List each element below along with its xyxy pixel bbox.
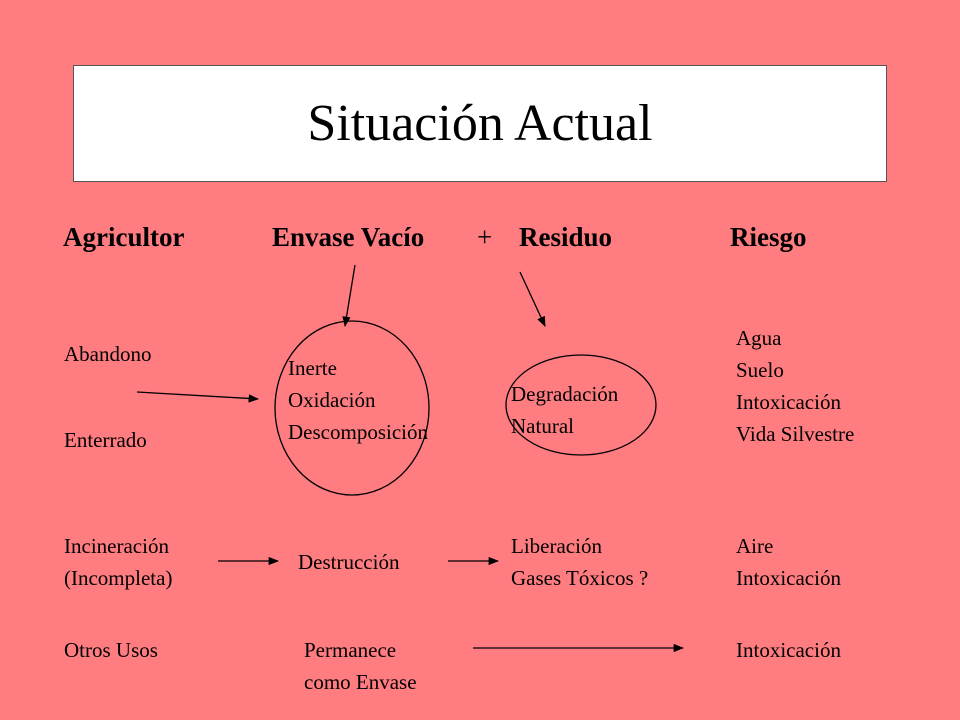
riesgo-item: Agua: [736, 326, 782, 350]
riesgo-item: Aire: [736, 534, 774, 558]
riesgo-item: Suelo: [736, 358, 784, 382]
label-destruccion: Destrucción: [298, 550, 400, 574]
riesgo-item: Intoxicación: [736, 390, 841, 414]
header-envase-vacio: Envase Vacío: [272, 222, 425, 252]
header-riesgo: Riesgo: [730, 222, 807, 252]
riesgo-otros: Intoxicación: [736, 638, 841, 662]
permanece-line: como Envase: [304, 670, 417, 694]
envase-fate-item: Descomposición: [288, 420, 428, 444]
slide-title: Situación Actual: [307, 95, 653, 152]
label-otros-usos: Otros Usos: [64, 638, 158, 662]
header-plus: +: [477, 222, 493, 252]
arrow-residuo-down: [520, 272, 545, 326]
label-abandono: Abandono: [64, 342, 152, 366]
residuo-fate-item: Natural: [511, 414, 574, 438]
envase-fate-item: Inerte: [288, 356, 337, 380]
liberacion-line: Liberación: [511, 534, 602, 558]
label-enterrado: Enterrado: [64, 428, 147, 452]
residuo-circle: [506, 355, 656, 455]
permanece-line: Permanece: [304, 638, 397, 662]
incineracion-line: Incineración: [64, 534, 169, 558]
riesgo-item: Intoxicación: [736, 566, 841, 590]
riesgo-item: Vida Silvestre: [736, 422, 855, 446]
incineracion-line: (Incompleta): [64, 566, 173, 590]
arrow-envase-down: [345, 265, 355, 326]
liberacion-line: Gases Tóxicos ?: [511, 566, 649, 590]
header-agricultor: Agricultor: [63, 222, 185, 252]
arrow-abandono: [137, 392, 258, 399]
header-residuo: Residuo: [519, 222, 613, 252]
envase-fate-item: Oxidación: [288, 388, 376, 412]
residuo-fate-item: Degradación: [511, 382, 619, 406]
envase-circle: [275, 321, 429, 495]
